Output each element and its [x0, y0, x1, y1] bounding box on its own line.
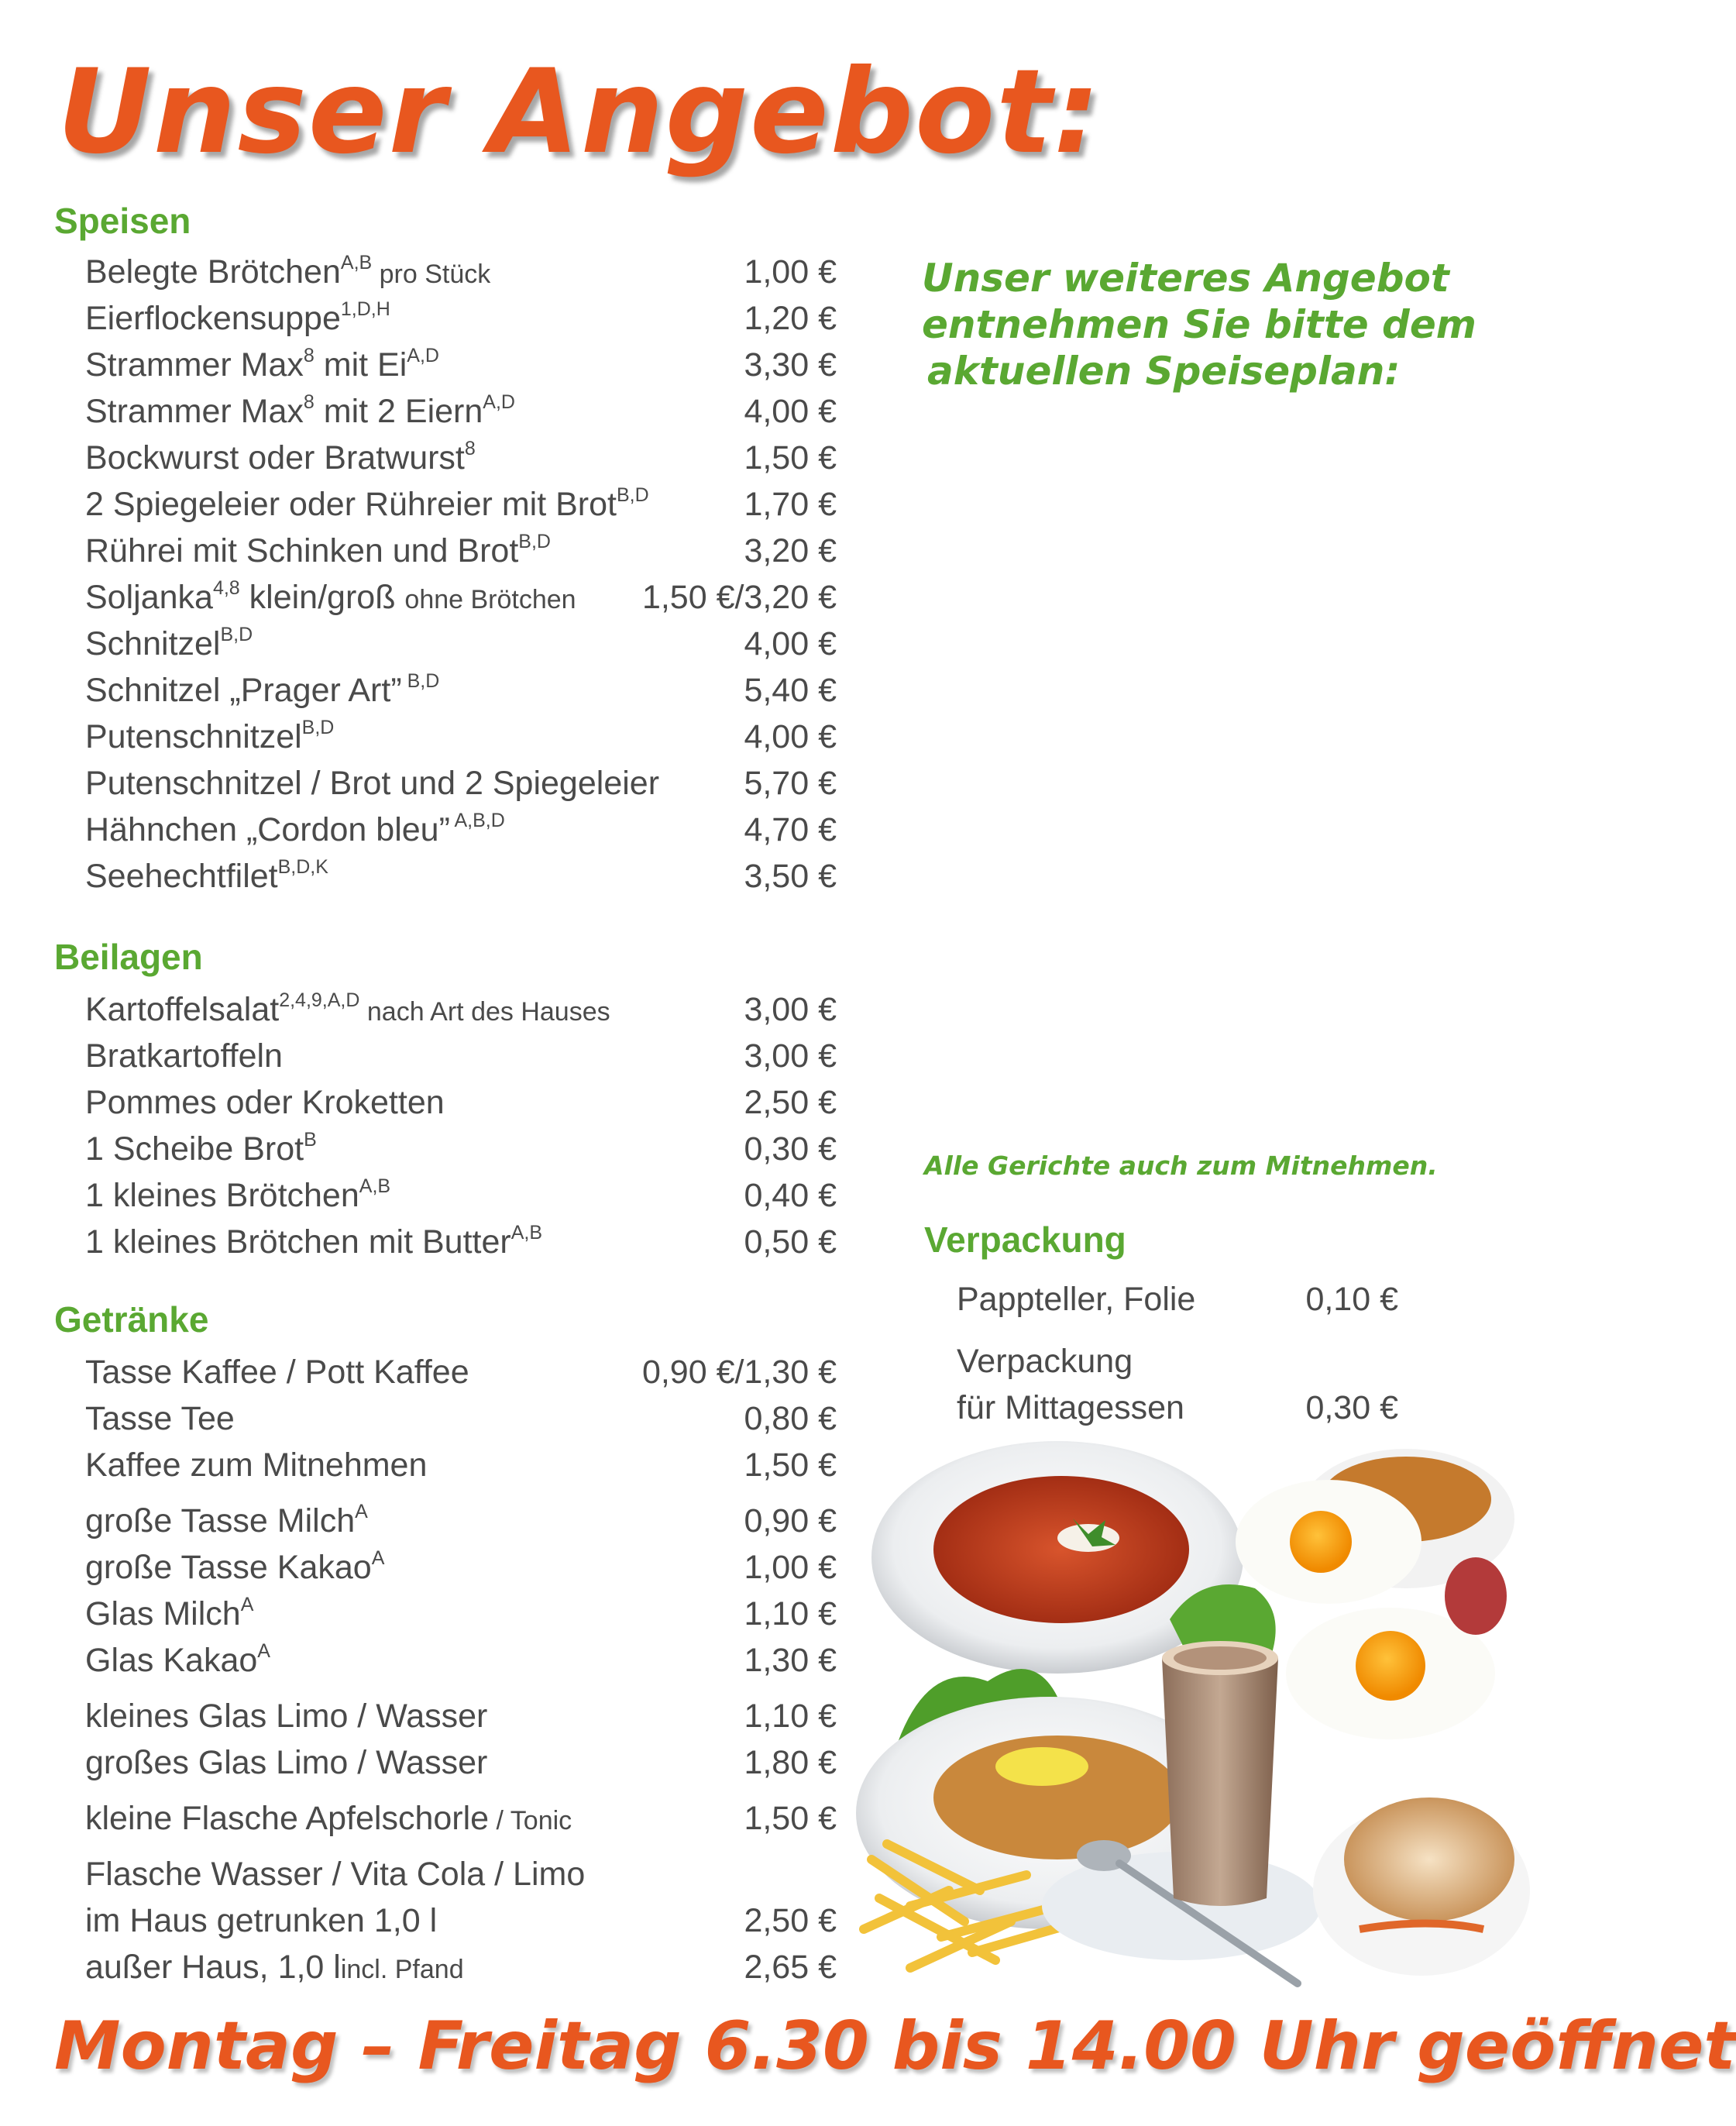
- menu-item-note: pro Stück: [372, 260, 491, 289]
- menu-item-price: 2,50 €: [744, 1902, 837, 1939]
- allergen-marker: B,D: [616, 484, 649, 506]
- allergen-marker: B,D: [301, 717, 335, 738]
- menu-item-text: Hähnchen „Cordon bleu”: [85, 811, 450, 848]
- section-heading-verpackung: Verpackung: [924, 1220, 1126, 1260]
- opening-hours: Montag – Freitag 6.30 bis 14.00 Uhr geöffnet: [54, 2007, 1736, 2085]
- menu-item-row: [85, 1802, 837, 1849]
- menu-item-text: Seehechtfilet: [85, 858, 278, 895]
- menu-item-text: Rührei mit Schinken und Brot: [85, 532, 519, 569]
- menu-item-name: [85, 670, 440, 709]
- menu-item-name: [85, 252, 491, 291]
- menu-item-note: nach Art des Hauses: [359, 997, 610, 1027]
- menu-item-row: [85, 767, 837, 814]
- menu-item-price: 1,50 €: [744, 1800, 837, 1837]
- takeaway-note: Alle Gerichte auch zum Mitnehmen.: [924, 1151, 1438, 1181]
- menu-item-text: Bratkartoffeln: [85, 1037, 283, 1075]
- menu-item-name: [85, 1802, 572, 1835]
- menu-item-row: [85, 1222, 837, 1272]
- menu-item-price: 0,90 €: [744, 1502, 837, 1539]
- menu-item-name: [85, 577, 576, 616]
- menu-item-text: klein/groß: [239, 579, 405, 616]
- allergen-marker: B,D: [220, 624, 253, 645]
- menu-item-row: [85, 484, 837, 535]
- section-heading-getraenke: Getränke: [54, 1299, 209, 1340]
- section-heading-speisen: Speisen: [54, 201, 191, 241]
- menu-item-text: Putenschnitzel: [85, 718, 302, 755]
- menu-item-row: [85, 1037, 837, 1086]
- menu-item-row: [85, 717, 837, 767]
- allergen-marker: A,D: [407, 345, 439, 366]
- menu-item-text: mit Ei: [314, 346, 407, 384]
- menu-item-name: [85, 298, 390, 337]
- menu-item-price: 3,00 €: [744, 991, 837, 1028]
- menu-item-name: [85, 856, 328, 895]
- menu-item-row: [85, 1547, 837, 1598]
- menu-item-price: 4,00 €: [744, 625, 837, 662]
- menu-item-name: [85, 1951, 464, 1984]
- menu-item-text: mit 2 Eiern: [314, 393, 483, 430]
- menu-item-name: [85, 767, 659, 800]
- menu-item-row: [85, 1402, 837, 1449]
- menu-item-price: 5,70 €: [744, 765, 837, 802]
- verpackung-item-price: 0,10 €: [1305, 1281, 1398, 1318]
- menu-item-text: Kaffee zum Mitnehmen: [85, 1447, 428, 1484]
- allergen-marker: 8: [303, 345, 315, 366]
- menu-item-text: Glas Milch: [85, 1595, 241, 1632]
- verpackung-item-name: Pappteller, Folie: [957, 1281, 1196, 1318]
- menu-item-price: 0,80 €: [744, 1400, 837, 1437]
- menu-item-name: [85, 1746, 487, 1780]
- menu-item-price: 1,50 €/3,20 €: [641, 579, 837, 616]
- menu-item-price: 0,50 €: [744, 1223, 837, 1261]
- verpackung-item-price: 0,30 €: [1305, 1389, 1398, 1426]
- menu-item-price: 1,50 €: [744, 439, 837, 476]
- menu-item-note: incl. Pfand: [340, 1955, 464, 1984]
- menu-item-row: [85, 298, 837, 349]
- menu-item-text: Strammer Max: [85, 393, 304, 430]
- menu-item-row: [85, 1501, 837, 1551]
- menu-item-text: Schnitzel „Prager Art”: [85, 672, 402, 709]
- menu-item-text: Glas Kakao: [85, 1642, 258, 1679]
- menu-item-row: [85, 1449, 837, 1495]
- menu-item-row: [85, 1086, 837, 1133]
- menu-item-text: Belegte Brötchen: [85, 253, 341, 291]
- verpackung-row: [957, 1283, 1398, 1330]
- menu-item-text: große Tasse Milch: [85, 1502, 356, 1539]
- menu-item-price: 3,50 €: [744, 858, 837, 895]
- menu-item-text: Tasse Kaffee / Pott Kaffee: [85, 1354, 469, 1391]
- menu-item-name: [85, 484, 649, 523]
- verpackung-item-name: Verpackung: [957, 1343, 1133, 1380]
- allergen-marker: 8: [303, 391, 315, 413]
- side-note-line-1: Unser weiteres Angebot: [922, 256, 1449, 301]
- allergen-marker: B,D,K: [277, 856, 328, 878]
- menu-item-name: [85, 1858, 585, 1891]
- menu-item-name: [85, 989, 610, 1028]
- menu-item-name: [85, 717, 335, 755]
- verpackung-row: [957, 1345, 1398, 1438]
- menu-item-text: 1 kleines Brötchen: [85, 1177, 359, 1214]
- menu-item-text: Flasche Wasser / Vita Cola / Limo: [85, 1856, 586, 1893]
- menu-item-price: 1,00 €: [744, 1549, 837, 1586]
- menu-item-price: 1,10 €: [744, 1595, 837, 1632]
- menu-item-name: [85, 1594, 254, 1632]
- menu-item-text: 2 Spiegeleier oder Rühreier mit Brot: [85, 486, 617, 523]
- menu-item-row: [85, 391, 837, 442]
- menu-item-name: [85, 531, 551, 569]
- menu-item-price: 1,30 €: [744, 1642, 837, 1679]
- menu-item-row: [85, 1640, 837, 1691]
- menu-item-price: 3,00 €: [744, 1037, 837, 1075]
- page-title: Unser Angebot:: [57, 45, 1102, 180]
- menu-item-name: [85, 1700, 487, 1733]
- menu-item-price: 2,65 €: [744, 1949, 837, 1986]
- allergen-marker: 8: [464, 438, 476, 459]
- menu-item-text: Bockwurst oder Bratwurst: [85, 439, 465, 476]
- menu-item-name: [85, 1904, 437, 1938]
- menu-item-price: 2,50 €: [744, 1084, 837, 1121]
- menu-item-text: Tasse Tee: [85, 1400, 235, 1437]
- menu-item-name: [85, 810, 505, 848]
- allergen-marker: B: [304, 1129, 317, 1151]
- menu-item-name: [85, 624, 253, 662]
- menu-item-name: [85, 1037, 283, 1075]
- menu-item-note: / Tonic: [489, 1806, 572, 1835]
- menu-item-row: [85, 577, 837, 628]
- menu-item-row: [85, 1858, 837, 1904]
- menu-item-row: [85, 252, 837, 302]
- menu-item-price: 1,70 €: [744, 486, 837, 523]
- menu-item-name: [85, 1547, 385, 1586]
- menu-item-price: 1,50 €: [744, 1447, 837, 1484]
- allergen-marker: A: [240, 1594, 254, 1615]
- menu-item-text: 1 kleines Brötchen mit Butter: [85, 1223, 511, 1261]
- menu-item-text: kleine Flasche Apfelschorle: [85, 1800, 490, 1837]
- menu-item-row: [85, 1904, 837, 1951]
- allergen-marker: A,B: [510, 1222, 542, 1244]
- allergen-marker: A,B: [340, 252, 373, 273]
- allergen-marker: 4,8: [212, 577, 240, 599]
- menu-item-price: 5,40 €: [744, 672, 837, 709]
- menu-item-name: [85, 1640, 270, 1679]
- allergen-marker: A: [257, 1640, 270, 1662]
- menu-item-row: [85, 345, 837, 395]
- menu-item-price: 0,90 €/1,30 €: [641, 1354, 837, 1391]
- allergen-marker: B,D: [518, 531, 551, 552]
- menu-item-text: großes Glas Limo / Wasser: [85, 1744, 488, 1781]
- menu-item-text: Schnitzel: [85, 625, 221, 662]
- menu-item-price: 3,20 €: [744, 532, 837, 569]
- menu-item-name: [85, 1175, 391, 1214]
- allergen-marker: A,B: [359, 1175, 391, 1197]
- menu-item-row: [85, 1129, 837, 1179]
- menu-item-name: [85, 1501, 368, 1539]
- allergen-marker: 2,4,9,A,D: [279, 989, 360, 1011]
- menu-item-name: [85, 1356, 469, 1389]
- menu-item-name: [85, 345, 439, 384]
- allergen-marker: A,B,D: [449, 810, 505, 831]
- menu-item-row: [85, 1356, 837, 1402]
- menu-item-price: 1,20 €: [744, 300, 837, 337]
- menu-item-price: 4,00 €: [744, 718, 837, 755]
- allergen-marker: B,D: [401, 670, 440, 692]
- menu-item-name: [85, 1402, 235, 1436]
- menu-item-text: 1 Scheibe Brot: [85, 1130, 304, 1168]
- menu-item-name: [85, 438, 476, 476]
- menu-item-row: [85, 1594, 837, 1644]
- menu-item-row: [85, 810, 837, 860]
- menu-item-price: 1,10 €: [744, 1698, 837, 1735]
- verpackung-item-name-line2: für Mittagessen: [957, 1389, 1184, 1426]
- menu-item-text: Kartoffelsalat: [85, 991, 280, 1028]
- side-note-line-3: aktuellen Speiseplan:: [927, 349, 1401, 394]
- menu-item-text: Pommes oder Kroketten: [85, 1084, 445, 1121]
- side-note-line-2: entnehmen Sie bitte dem: [922, 302, 1476, 347]
- allergen-marker: A,D: [483, 391, 515, 413]
- menu-item-text: 1,0 l: [277, 1949, 341, 1986]
- allergen-marker: A: [371, 1547, 385, 1569]
- menu-item-text: große Tasse Kakao: [85, 1549, 372, 1586]
- menu-item-row: [85, 1175, 837, 1226]
- menu-item-row: [85, 531, 837, 581]
- menu-item-row: [85, 989, 837, 1040]
- menu-item-name: [85, 391, 515, 430]
- menu-item-price: 4,00 €: [744, 393, 837, 430]
- menu-item-price: 1,00 €: [744, 253, 837, 291]
- menu-item-price: 1,80 €: [744, 1744, 837, 1781]
- menu-item-text: außer Haus,: [85, 1949, 278, 1986]
- menu-item-name: [85, 1222, 542, 1261]
- menu-item-row: [85, 1951, 837, 1997]
- menu-item-text: Eierflockensuppe: [85, 300, 341, 337]
- menu-item-text: im Haus getrunken 1,0 l: [85, 1902, 438, 1939]
- menu-item-text: Strammer Max: [85, 346, 304, 384]
- menu-item-name: [85, 1086, 445, 1120]
- menu-item-row: [85, 1746, 837, 1793]
- menu-item-name: [85, 1129, 317, 1168]
- food-illustration: [864, 1426, 1487, 2007]
- section-heading-beilagen: Beilagen: [54, 937, 203, 977]
- menu-item-price: 0,30 €: [744, 1130, 837, 1168]
- menu-item-text: Soljanka: [85, 579, 213, 616]
- allergen-marker: A: [355, 1501, 368, 1522]
- menu-item-price: 0,40 €: [744, 1177, 837, 1214]
- menu-item-row: [85, 624, 837, 674]
- menu-item-price: 3,30 €: [744, 346, 837, 384]
- menu-item-note: ohne Brötchen: [404, 585, 576, 614]
- menu-item-row: [85, 1700, 837, 1746]
- menu-item-row: [85, 438, 837, 488]
- allergen-marker: 1,D,H: [340, 298, 390, 320]
- menu-item-row: [85, 670, 837, 721]
- menu-item-text: Putenschnitzel / Brot und 2 Spiegeleier: [85, 765, 660, 802]
- menu-item-name: [85, 1449, 427, 1482]
- menu-item-text: kleines Glas Limo / Wasser: [85, 1698, 488, 1735]
- menu-item-price: 4,70 €: [744, 811, 837, 848]
- menu-item-row: [85, 856, 837, 906]
